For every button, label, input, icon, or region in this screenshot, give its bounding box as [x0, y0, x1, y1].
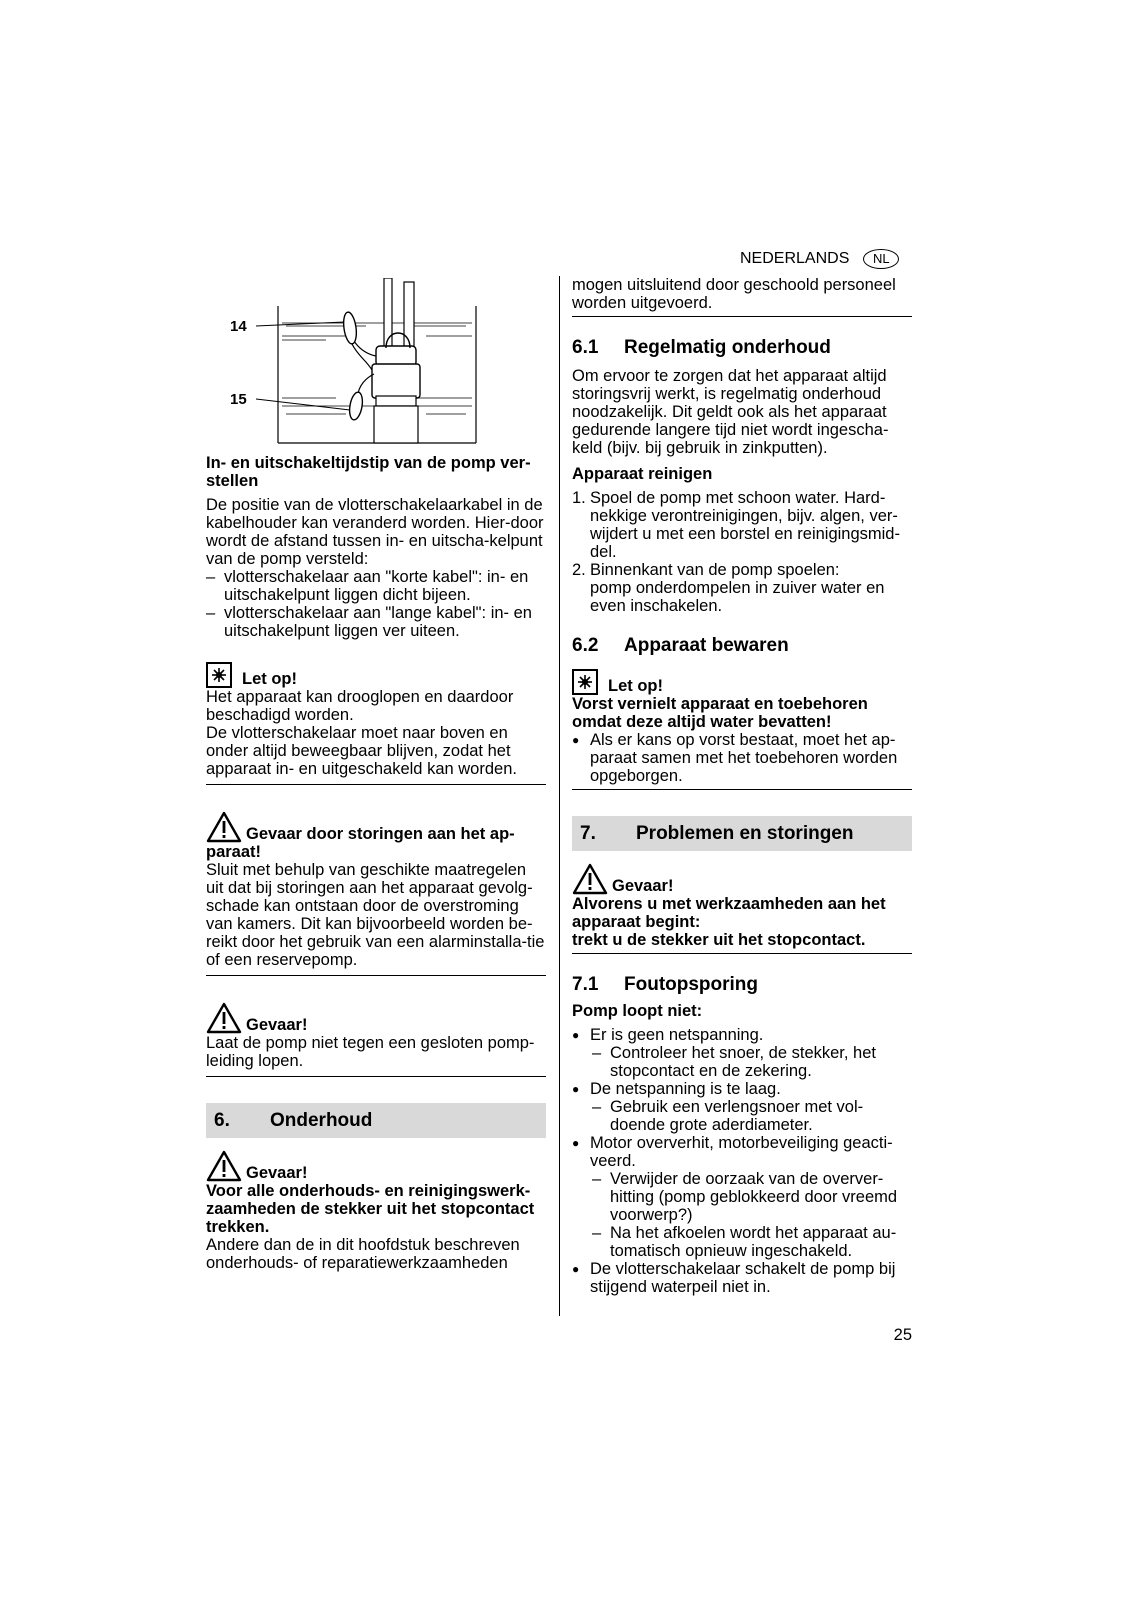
bullet-item: ● Er is geen netspanning. [572, 1026, 764, 1044]
danger-bold-text: Alvorens u met werkzaamheden aan het apparaat begint: trekt u de stekker uit het stopcontact. [572, 895, 886, 949]
caution-heading [572, 669, 912, 695]
danger-text: Sluit met behulp van geschikte maatregelen uit dat bij storingen aan het apparaat gevolg-schade kan ontstaan door de overstroming van kamers. Dit kan bijvoorbeeld worden be-reikt door het gebruik van een alarminstalla-tie of een reservepomp. [206, 861, 545, 969]
page-header [740, 249, 899, 269]
language-badge: NL [863, 249, 899, 269]
bullet-text: Er is geen netspanning. [590, 1026, 764, 1044]
section-number: 6. [214, 1109, 230, 1131]
caution-block [572, 669, 912, 785]
danger-bold-text: Voor alle onderhouds- en reinigingswerk-zaamheden de stekker uit het stopcontact trekken. [206, 1182, 535, 1236]
danger-title: Gevaar! [246, 1016, 308, 1034]
divider [572, 953, 912, 954]
caution-bold-text: Vorst vernielt apparaat en toebehoren omdat deze altijd water bevatten! [572, 695, 868, 731]
troubleshoot-list [572, 1026, 912, 1296]
divider [206, 1076, 546, 1077]
section-number: 6.2 [572, 635, 599, 656]
section-number: 7.1 [572, 974, 599, 995]
section-title: Foutopsporing [624, 974, 759, 995]
bullet-text: De netspanning is te laag. [590, 1080, 781, 1098]
list-item [572, 489, 912, 561]
dash-item: – Controleer het snoer, de stekker, het stopcontact en de zekering. [572, 1044, 912, 1080]
caution-icon [572, 669, 598, 695]
danger-block [206, 811, 546, 969]
figure-label-14: 14 [230, 318, 247, 335]
section-title: Onderhoud [270, 1109, 373, 1131]
page-number: 25 [893, 1326, 912, 1344]
divider [572, 316, 912, 317]
left-column [206, 454, 546, 1272]
cleaning-heading: Apparaat reinigen [572, 465, 713, 483]
dash-item-text: Verwijder de oorzaak van de overver-hitting (pomp geblokkeerd door vreemd voorwerp?) [610, 1170, 898, 1224]
section-heading-7 [572, 816, 912, 851]
danger-text: Laat de pomp niet tegen een gesloten pomp-leiding lopen. [206, 1034, 535, 1070]
list-item [572, 561, 912, 615]
caution-heading [206, 662, 546, 688]
danger-text: Andere dan de in dit hoofdstuk beschreven onderhouds- of reparatiewerkzaamheden [206, 1236, 520, 1272]
warning-triangle-icon [206, 1002, 242, 1034]
caution-title: Let op! [242, 670, 297, 688]
pump-figure [226, 278, 556, 446]
section-heading-6-2 [572, 637, 912, 655]
warning-triangle-icon [572, 863, 608, 895]
section-title: Regelmatig onderhoud [624, 337, 831, 358]
divider [206, 975, 546, 976]
dash-item: – vlotterschakelaar aan "lange kabel": in- en uitschakelpunt liggen ver uiteen. [206, 604, 546, 640]
danger-title: Gevaar! [612, 877, 674, 895]
danger-block [206, 1150, 546, 1272]
right-column [572, 276, 912, 1296]
dash-item: – Na het afkoelen wordt het apparaat au-tomatisch opnieuw ingeschakeld. [572, 1224, 912, 1260]
list-number: 1. [572, 489, 586, 507]
troubleshoot-heading: Pomp loopt niet: [572, 1002, 703, 1020]
dash-item-text: Controleer het snoer, de stekker, het stopcontact en de zekering. [610, 1044, 876, 1080]
caution-block [206, 662, 546, 778]
caution-icon [206, 662, 232, 688]
caution-text: Het apparaat kan drooglopen en daardoor beschadigd worden. De vlotterschakelaar moet naar boven en onder altijd beweegbaar blijven, zodat het apparaat in- en uitgeschakeld kan worden. [206, 688, 517, 778]
section-heading-7-1 [572, 976, 912, 994]
dash-item-text: Na het afkoelen wordt het apparaat au-tomatisch opnieuw ingeschakeld. [610, 1224, 897, 1260]
maintenance-text: Om ervoor te zorgen dat het apparaat altijd storingsvrij werkt, is regelmatig onderhoud noodzakelijk. Dit geldt ook als het apparaat gedurende langere tijd niet wordt ingescha-keld (bijv. bij gebruik in zinkputten). [572, 367, 889, 457]
section-heading-6 [206, 1103, 546, 1138]
dash-item-text: vlotterschakelaar aan "lange kabel": in- en uitschakelpunt liggen ver uiteen. [224, 604, 532, 640]
divider [206, 784, 546, 785]
danger-heading [206, 1002, 546, 1034]
danger-title: Gevaar door storingen aan het ap-paraat! [206, 825, 515, 861]
section-number: 7. [580, 822, 596, 844]
bullet-item: ● De vlotterschakelaar schakelt de pomp bij stijgend waterpeil niet in. [572, 1260, 912, 1296]
dash-item: – vlotterschakelaar aan "korte kabel": in- en uitschakelpunt liggen dicht bijeen. [206, 568, 546, 604]
float-position-text: De positie van de vlotterschakelaarkabel in de kabelhouder kan veranderd worden. Hier-door wordt de afstand tussen in- en uitscha-kelpunt van de pomp versteld: [206, 496, 544, 568]
figure-caption: In- en uitschakeltijdstip van de pomp ver- stellen [206, 454, 531, 490]
warning-triangle-icon [206, 1150, 242, 1182]
danger-heading [572, 863, 912, 895]
bullet-text: Als er kans op vorst bestaat, moet het ap-paraat samen met het toebehoren worden opgeborgen. [590, 731, 898, 785]
dash-item: – Gebruik een verlengsnoer met vol-doende grote aderdiameter. [572, 1098, 912, 1134]
dash-item-text: Gebruik een verlengsnoer met vol-doende grote aderdiameter. [610, 1098, 864, 1134]
section-title: Problemen en storingen [636, 822, 854, 844]
bullet-text: Motor oververhit, motorbeveiliging geacti-veerd. [590, 1134, 893, 1170]
column-divider [559, 276, 560, 1316]
danger-heading [206, 811, 546, 861]
list-number: 2. [572, 561, 586, 579]
caution-title: Let op! [608, 677, 663, 695]
continuation-text: mogen uitsluitend door geschoold personeel worden uitgevoerd. [572, 276, 896, 312]
bullet-item: ● Als er kans op vorst bestaat, moet het ap-paraat samen met het toebehoren worden opgeborgen. [572, 731, 912, 785]
list-item-text: Binnenkant van de pomp spoelen: pomp onderdompelen in zuiver water en even inschakelen. [590, 561, 885, 615]
figure-label-15: 15 [230, 391, 247, 408]
divider [572, 789, 912, 790]
bullet-text: De vlotterschakelaar schakelt de pomp bij stijgend waterpeil niet in. [590, 1260, 896, 1296]
section-number: 6.1 [572, 337, 599, 358]
danger-block [572, 863, 912, 949]
section-heading-6-1 [572, 339, 912, 357]
list-item-text: Spoel de pomp met schoon water. Hard-nekkige verontreinigingen, bijv. algen, ver-wijdert u met een borstel en reinigingsmid-del. [590, 489, 900, 561]
pump-illustration [226, 278, 556, 446]
danger-block [206, 1002, 546, 1070]
language-label: NEDERLANDS [740, 250, 850, 267]
danger-heading [206, 1150, 546, 1182]
section-title: Apparaat bewaren [624, 635, 789, 656]
bullet-item: ● Motor oververhit, motorbeveiliging geacti-veerd. [572, 1134, 912, 1170]
bullet-item: ● De netspanning is te laag. [572, 1080, 781, 1098]
dash-item-text: vlotterschakelaar aan "korte kabel": in- en uitschakelpunt liggen dicht bijeen. [224, 568, 529, 604]
dash-item: – Verwijder de oorzaak van de overver-hitting (pomp geblokkeerd door vreemd voorwerp?) [572, 1170, 912, 1224]
danger-title: Gevaar! [246, 1164, 308, 1182]
warning-triangle-icon [206, 811, 242, 843]
